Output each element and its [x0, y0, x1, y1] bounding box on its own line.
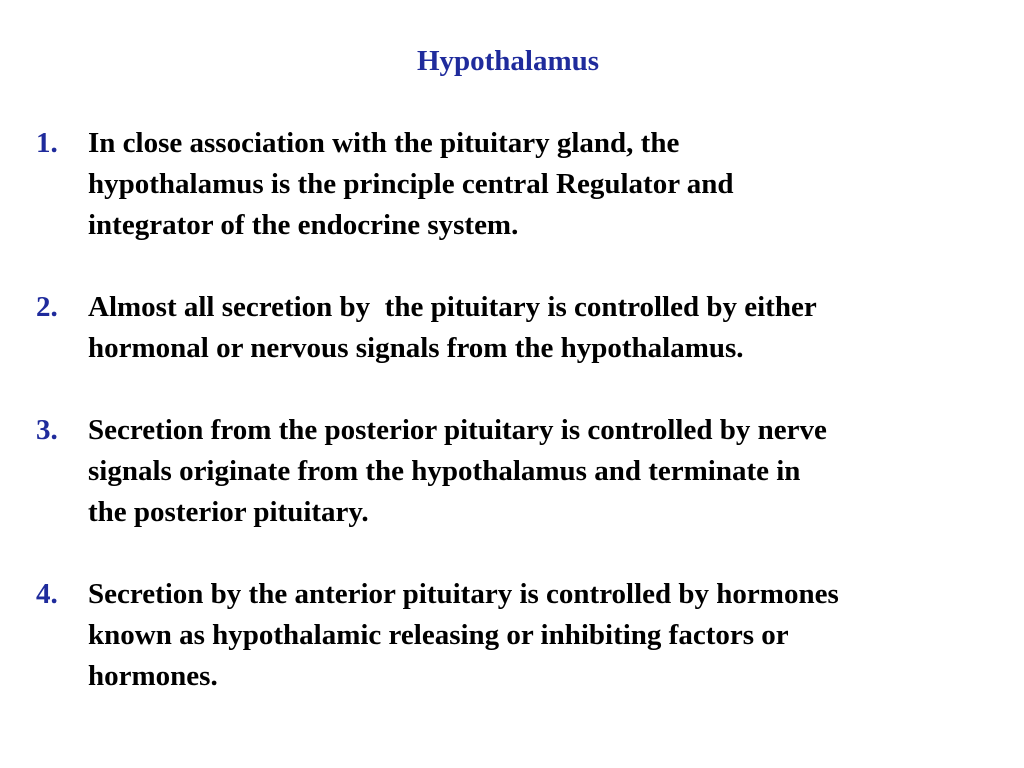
- item-number: 3.: [36, 414, 58, 446]
- item-line: known as hypothalamic releasing or inhibiting factors or: [88, 619, 789, 651]
- list-item: [36, 410, 996, 533]
- item-line: Almost all secretion by the pituitary is controlled by either: [88, 291, 817, 323]
- item-line: hormones.: [88, 660, 218, 692]
- item-line: integrator of the endocrine system.: [88, 209, 519, 241]
- item-number: 1.: [36, 127, 58, 159]
- item-number: 4.: [36, 578, 58, 610]
- list-item: [36, 123, 996, 246]
- item-line: the posterior pituitary.: [88, 496, 369, 528]
- list-item: [36, 287, 996, 369]
- list-item: [36, 574, 996, 697]
- item-line: Secretion by the anterior pituitary is controlled by hormones: [88, 578, 839, 610]
- item-line: hypothalamus is the principle central Regulator and: [88, 168, 734, 200]
- item-line: hormonal or nervous signals from the hypothalamus.: [88, 332, 744, 364]
- item-number: 2.: [36, 291, 58, 323]
- item-line: Secretion from the posterior pituitary is controlled by nerve: [88, 414, 827, 446]
- item-line: signals originate from the hypothalamus and terminate in: [88, 455, 801, 487]
- slide-title: Hypothalamus: [416, 45, 600, 77]
- item-line: In close association with the pituitary gland, the: [88, 127, 680, 159]
